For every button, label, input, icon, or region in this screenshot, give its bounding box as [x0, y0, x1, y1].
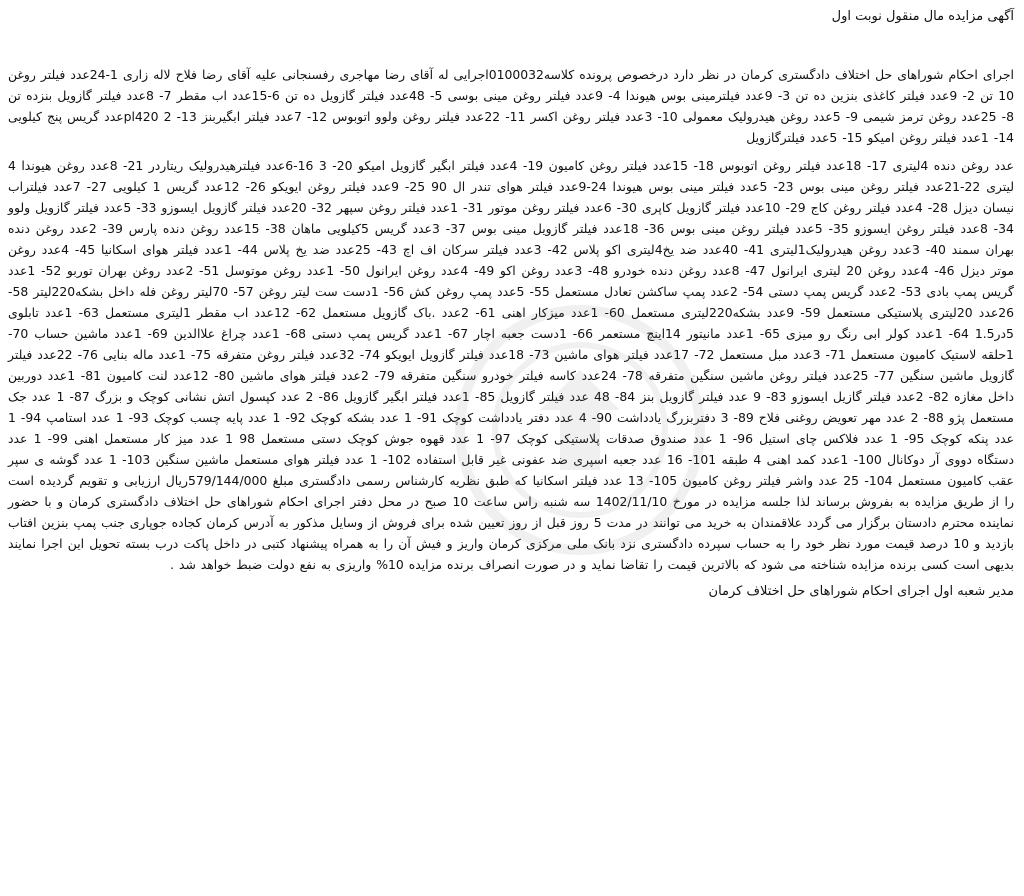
notice-signature: مدیر شعبه اول اجرای احکام شوراهای حل اختلاف کرمان: [708, 584, 1014, 599]
notice-paragraph-intro: اجرای احکام شوراهای حل اختلاف دادگستری کرمان در نظر دارد درخصوص پرونده کلاسه0100032اجرایی له آقای رضا مهاجری رفسنجانی علیه آقای رضا فلاح لاله زاری 1-24عدد فیلتر روغن 10 تن 2- 9عدد فیلتر کاغذی بنزین ده تن 3- 9عدد فیلترمینی بوس هیوندا 4- 9عدد فیلتر روغن مینی بوسی 5- 48عدد فیلتر گازویل ده تن 6-15عدد اب مقطر 7- 8عدد فیلتر گازویل بنزده تن 8- 25عدد روغن ترمز شیمی 9- 5عدد روغن هیدرولیک معمولی 10- 3عدد فیلتر روغن اکسر 11- 22عدد فیلتر روغن ولوو اتوبوس 12- 7عدد فیلتر ابگیربنز 13- pl420 2عدد گریس پنج کیلویی 14- 1عدد فیلتر روغن امیکو 15- 5عدد فیلترگازویل: [8, 67, 1015, 145]
notice-title: آگهی مزایده مال منقول نوبت اول: [831, 9, 1014, 24]
notice-paragraph-items: عدد روغن دنده 4لیتری 17- 18عدد فیلتر روغن اتوبوس 18- 15عدد فیلتر روغن کامیون 19- 4عدد فیلتر ابگیر گازویل امیکو 20- 3 16-6عدد فیلترهیدرولیک ریتاردر 21- 8عدد روغن هیوندا 4 لیتری 22-21عدد فیلتر روغن مینی بوس 23- 5عدد فیلتر مینی بوس هیوندا 24-9عدد فیلتر هوای تندر ال 90 25- 9عدد فیلتر روغن ایویکو 26- 12عدد گریس 1 کیلویی 27- 7عدد فیلتراب نیسان دیزل 28- 4عدد فیلتر روغن کاج 29- 10عدد فیلتر گازویل کاپری 30- 6عدد فیلتر روغن موتور 31- 1عدد فیلتر روغن سپهر 32- 20عدد فیلتر گازویل ایسوزو 33- 5عدد فیلتر گازویل ولوو 34- 8عدد فیلتر روغن ایسوزو 35- 5عدد فیلتر روغن مینی بوس 36- 18عدد فیلتر گازویل مینی بوس 37- 3عدد گریس 5کیلویی ماهان 38- 15عدد روغن دنده پارس 39- 2عدد روغن دنده بهران سمند 40- 3عدد روغن هیدرولیک1لیتری 41- 40عدد ضد یخ4لیتری اکو پلاس 42- 3عدد فیلتر سرکان اف اچ 43- 25عدد ضد یخ پلاس 44- 1عدد فیلتر هوای اسکانیا 45- 4عدد روغن موتر دیزل 46- 4عدد روغن 20 لیتری ایرانول 47- 8عدد روغن دنده خودرو 48- 3عدد روغن اکو 49- 4عدد روغن ایرانول 50- 1عدد روغن موتوسل 51- 2عدد روغن بهران توربو 52- 1عدد گریس پمپ بادی 53- 2عدد گریس پمپ دستی 54- 2عدد پمپ ساکشن تعادل مستعمل 55- 5عدد پمپ روغن کش 56- 1دست ست لیتر روغن 57- 70لیتر روغن فله داخل بشکه220لیتر 58- 26عدد 20لیتری پلاستیکی مستعمل 59- 9عدد بشکه220لیتری مستعمل 60- 1عدد میزکار اهنی 61- 2عدد .باک گازویل مستعمل 62- 12عدد اب مقطر 1لیتری مستعمل 63- 1عدد تابلوی 5در1.5 64- 1عدد کولر ابی رنگ رو میزی 65- 1عدد مانیتور 14اینچ مستعمر 66- 1دست جعبه اچار 67- 1عدد گریس پمپ دستی 68- 1عدد چراغ علاالدین 69- 1عدد ماشین حساب 70- 1حلقه لاستیک کامیون مستعمل 71- 3عدد مبل مستعمل 72- 17عدد فیلتر هوای ماشین 73- 18عدد فیلتر گازویل ایویکو 74- 32عدد فیلتر روغن متفرقه 75- 1عدد ماله بنایی 76- 22عدد فیلتر گازویل ماشین سنگین 77- 25عدد فیلتر روغن ماشین سنگین متفرقه 78- 24عدد کاسه فیلتر خودرو سنگین متفرقه 79- 2عدد فیلتر هوای ماشین 80- 12عدد لنت کامیون 81- 1عدد دوربین داخل مغازه 82- 2عدد فیلتر گازیل ایسوزو 83- 9 عدد فیلتر گازویل بنز 84- 48 عدد فیلتر گازویل 85- 1عدد فیلتر ابگیر گازویل 86- 2 عدد کپسول اتش نشانی کوچک و بزرگ 87- 1 عدد جک مستعمل پژو 88- 2 عدد مهر تعویض روغنی فلاح 89- 3 دفتربزرگ یادداشت 90- 4 عدد دفتر یادداشت کوچک 91- 1 عدد بشکه کوچک 92- 1 عدد پایه چسب کوچک 93- 1 عدد استامپ 94- 1 عدد پنکه کوچک 95- 1 عدد فلاکس چای استیل 96- 1 عدد صندوق صدقات پلاستیکی کوچک 97- 1 عدد قهوه جوش کوچک دستی مستعمل 98 1 عدد میز کار مستعمل اهنی 99- 1 عدد دستگاه دووی آر دوکانال 100- 1عدد کمد اهنی 4 طبقه 101- 16 عدد جعبه اسپری ضد عفونی غیر قابل استفاده 102- 1 عدد فیلتر هوای مستعمل ماشین سنگین 103- 1 عدد گوشه ی سپر عقب کامیون مستعمل 104- 25 عدد واشر فیلتر روغن کامیون 105- 13 عدد فیلتر اسکانیا که طبق نظریه کارشناس رسمی دادگستری مبلغ 579/144/000ریال ارزیابی و تقویم گردیده است را از طریق مزایده به بفروش برساند لذا جلسه مزایده در مورخ 1402/11/10 سه شنبه راس ساعت 10 صبح در محل دفتر اجرای احکام شوراهای حل اختلاف دادگستری کرمان و با حضور نماینده محترم دادستان برگزار می گردد علاقمندان به خرید می توانند در مدت 5 روز قبل از روز تعیین شده برای فروش از وسایل مذکور به آدرس کرمان کجاده جوپاری جنب پمپ بنزین افتاب بازدید و 10 درصد قیمت مورد نظر خود را به حساب سپرده دادگستری نزد بانک ملی مرکزی کرمان واریز و فیش آن را به همراه پیشنهاد کتبی در داخل پاکت درب بسته تحویل این اجرا نمایند بدیهی است کسی برنده مزایده شناخته می شود که بالاترین قیمت را تقاضا نماید و در صورت انصراف برنده مزایده 10% واریزی به نفع دولت ضبط خواهد شد .: [8, 158, 1015, 572]
